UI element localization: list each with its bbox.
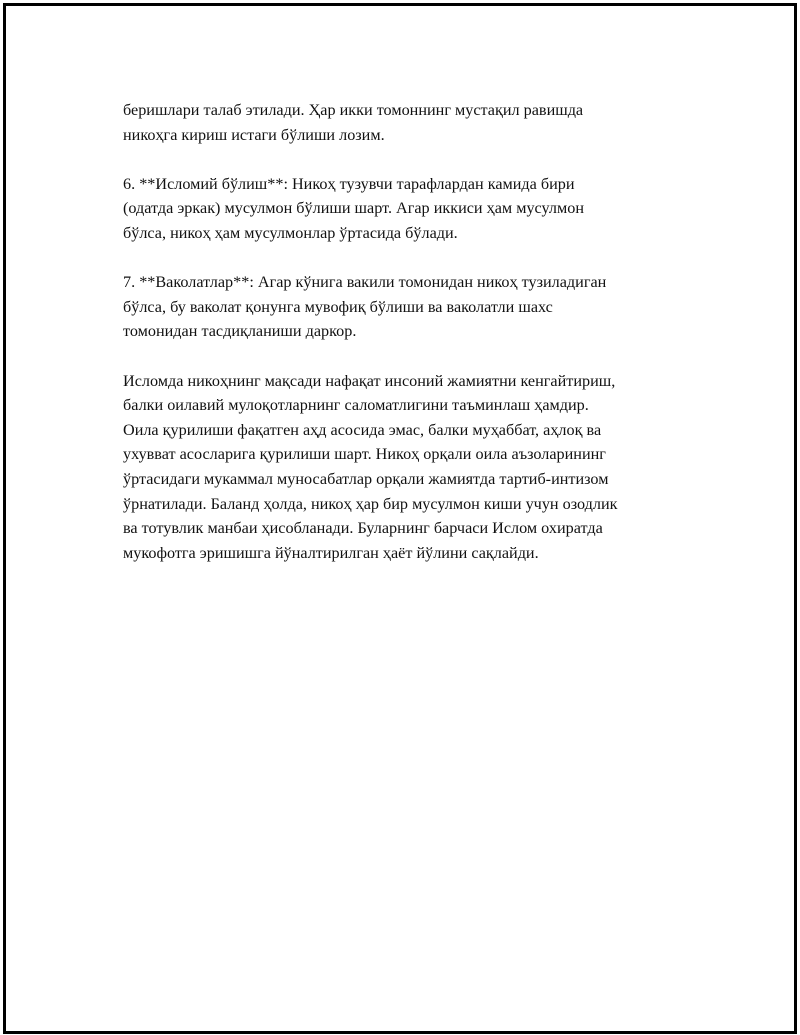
paragraph-item-7	[123, 270, 723, 344]
text-line: 7. **Ваколатлар**: Агар кўнига вакили томонидан никоҳ тузиладиган	[123, 273, 607, 292]
text-line: (одатда эркак) мусулмон бўлиши шарт. Агар иккиси ҳам мусулмон	[123, 199, 584, 218]
text-line: Оила қурилиши фақатген аҳд асосида эмас, балки муҳаббат, аҳлоқ ва	[123, 420, 602, 439]
document-body	[123, 98, 723, 590]
text-line: никоҳга кириш истаги бўлиши лозим.	[123, 125, 385, 144]
text-line: ва тотувлик манбаи ҳисобланади. Буларнинг барчаси Ислом охиратда	[123, 519, 603, 538]
text-line: беришлари талаб этилади. Ҳар икки томоннинг мустақил равишда	[123, 101, 584, 119]
text-line: ухувват асосларига қурилиши шарт. Никоҳ орқали оила аъзоларининг	[123, 445, 606, 464]
paragraph-continuation	[123, 98, 723, 147]
text-line: балки оилавий мулоқотларнинг саломатлигини таъминлаш ҳамдир.	[123, 396, 589, 415]
page-frame	[3, 3, 797, 1034]
text-line: томонидан тасдиқланиши даркор.	[123, 322, 357, 341]
text-line: 6. **Исломий бўлиш**: Никоҳ тузувчи тарафлардан камида бири	[123, 174, 575, 193]
text-line: бўлса, никоҳ ҳам мусулмонлар ўртасида бўлади.	[123, 223, 458, 242]
text-line: мукофотга эришишга йўналтирилган ҳаёт йўлини сақлайди.	[123, 543, 539, 562]
text-line: ўрнатилади. Баланд ҳолда, никоҳ ҳар бир мусулмон киши учун озодлик	[123, 494, 618, 513]
text-line: бўлса, бу ваколат қонунга мувофиқ бўлиши ва ваколатли шахс	[123, 297, 553, 316]
text-line: Исломда никоҳнинг мақсади нафақат инсоний жамиятни кенгайтириш,	[123, 371, 616, 390]
text-line: ўртасидаги мукаммал муносабатлар орқали жамиятда тартиб-интизом	[123, 469, 609, 488]
paragraph-conclusion	[123, 369, 723, 566]
paragraph-item-6	[123, 172, 723, 246]
